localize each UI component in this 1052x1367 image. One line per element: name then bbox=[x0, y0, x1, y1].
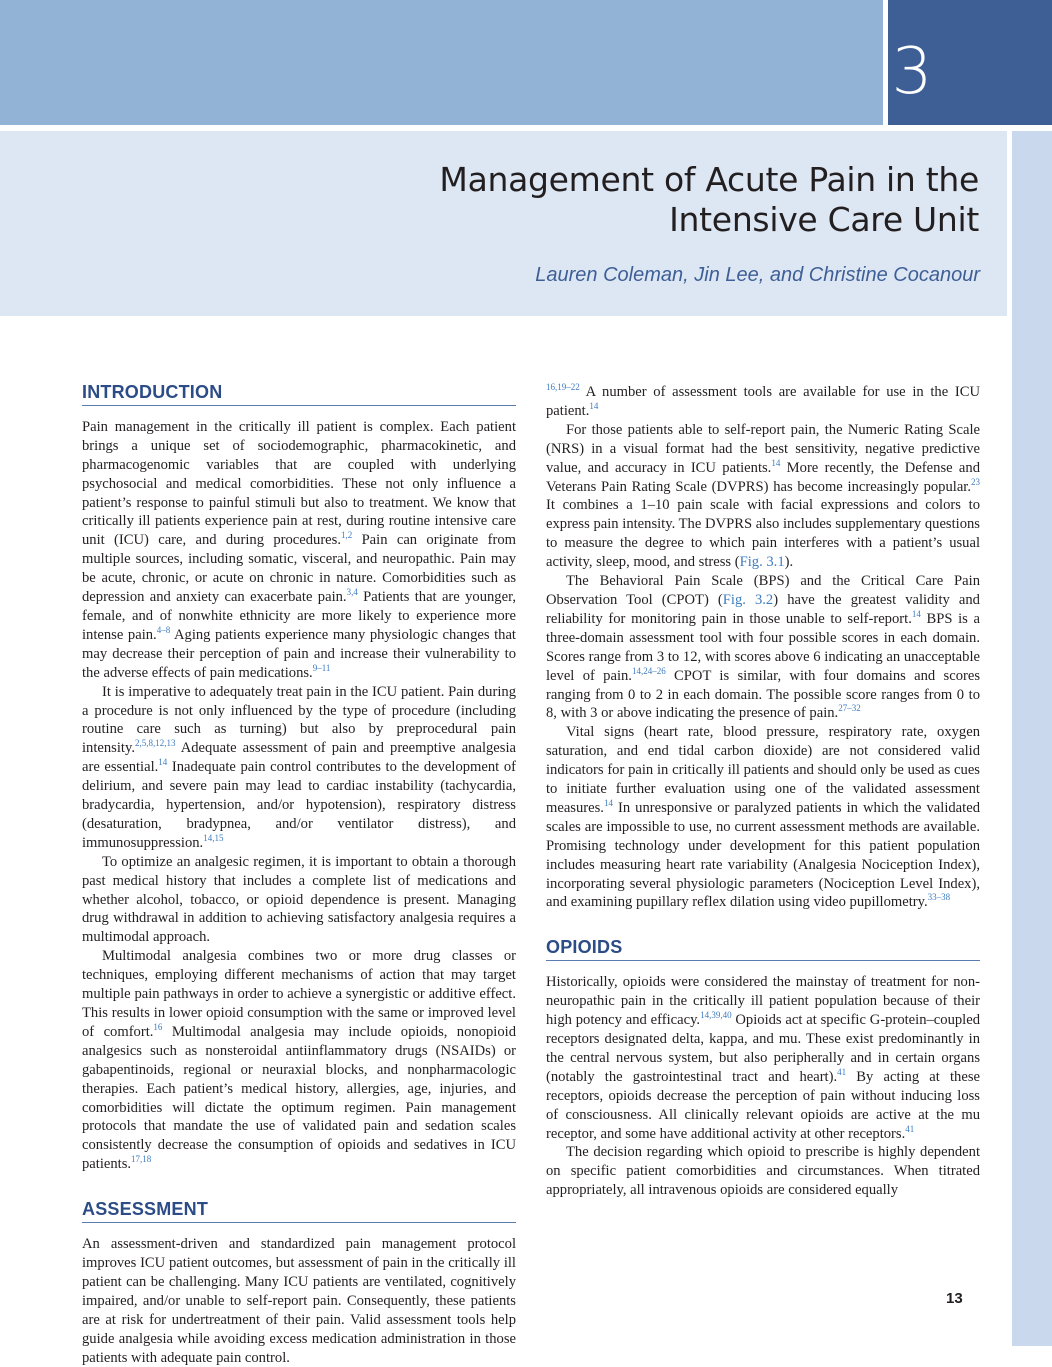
reference-citation[interactable]: 27–32 bbox=[838, 703, 861, 714]
reference-citation[interactable]: 2,5,8,12,13 bbox=[134, 738, 176, 749]
header-color-band bbox=[0, 0, 883, 125]
reference-citation[interactable]: 4–8 bbox=[156, 624, 171, 635]
assessment-paragraph-4: Vital signs (heart rate, blood pressure, respiratory rate, oxygen saturation, and end tidal carbon dioxide) are not considered valid indicators for pain in critically ill patients and should only be used as cues to initiate further evaluation using one of the validated assessment measures.$^{14}$ In unresponsive or paralyzed patients in which the validated scales are impossible to use, no current assessment methods are available. Promising technology under development for this patient population includes measuring heart rate variability (Analgesia Nociception Index), incorporating several physiologic parameters (Nociception Level Index), and examining pupillary reflex dilation using video pupillometry.$^{33-38}$ bbox=[546, 724, 980, 911]
page-number: 13 bbox=[946, 1290, 963, 1307]
figure-link[interactable]: Fig. 3.1 bbox=[739, 554, 785, 571]
reference-citation[interactable]: 1,2 bbox=[340, 530, 353, 541]
reference-citation[interactable]: 41 bbox=[837, 1066, 847, 1077]
figure-link[interactable]: Fig. 3.2 bbox=[722, 591, 774, 608]
reference-citation[interactable]: 3,4 bbox=[346, 587, 358, 598]
introduction-paragraph-4: Multimodal analgesia combines two or more drug classes or techniques, employing different mechanisms of action that may target multiple pain pathways in order to achieve a synergistic or additive effect. This results in lower opioid consumption with the same or improved level of comfort.$^{16}$ Multimodal analgesia may include opioids, nonopioid analgesics such as nonsteroidal antiinflammatory drugs (NSAIDs) or gabapentinoids, regional or neuraxial blocks, and nonpharmacologic therapies. Each patient’s medical history, allergies, age, injuries, and comorbidities will dictate the optimum regimen. Pain management protocols that mandate the use of validated pain and sedation scales consistently decrease the consumption of opioids and sedatives in ICU patients.$^{17,18}$ bbox=[82, 948, 516, 1173]
chapter-title bbox=[439, 160, 979, 240]
reference-citation[interactable]: 14,39,40 bbox=[700, 1010, 732, 1021]
reference-citation[interactable]: 23 bbox=[971, 476, 980, 487]
assessment-paragraph-2: For those patients able to self-report pain, the Numeric Rating Scale (NRS) in a visual format had the best sensitivity, negative predictive value, and accuracy in ICU patients.$^{14}$ More recently, the Defense and Veterans Pain Rating Scale (DVPRS) has become increasingly popular.$^{23}$ It combines a 1–10 pain scale with facial expressions and colors to express pain intensity. The DVPRS also includes supplementary questions to measure the degree to which pain interferes with a patient’s usual activity, sleep, mood, and stress (Fig. 3.1). bbox=[546, 421, 980, 571]
reference-citation[interactable]: 41 bbox=[905, 1123, 915, 1134]
reference-citation[interactable]: 14 bbox=[589, 400, 599, 411]
chapter-title-line1: Management of Acute Pain in the bbox=[439, 160, 979, 199]
chapter-number: 3 bbox=[891, 35, 933, 109]
introduction-paragraph-2: It is imperative to adequately treat pain in the ICU patient. Pain during a procedure is not only influenced by the type of procedure (including routine care such as turning) but also by preprocedural pain intensity.$^{2,5,8,12,13}$ Adequate assessment of pain and preemptive analgesia are essential.$^{14}$ Inadequate pain control contributes to the development of delirium, and severe pain may lead to cardiac instability (tachycardia, bradycardia, hypertension, and/or hypotension), respiratory distress (desaturation, bradypnea, and/or ventilator distress), and immunosuppression.$^{14,15}$ bbox=[82, 683, 516, 851]
introduction-paragraph-1: Pain management in the critically ill patient is complex. Each patient brings a unique set of sociodemographic, pharmacokinetic, and pharmacogenomic variables that are coupled with underlying psychosocial and medical comorbidities. These not only influence a patient’s response to painful stimuli but also to treatment. We know that critically ill patients experience pain at rest, during routine intensive care unit (ICU) care, and during procedures.$^{1,2}$ Pain can originate from multiple sources, including somatic, visceral, and neuropathic. Pain may be acute, chronic, or acute on chronic in nature. Comorbidities such as depression and anxiety can exacerbate pain.$^{3,4}$ Patients that are younger, female, and of nonwhite ethnicity are more likely to experience more intense pain.$^{4-8}$ Aging patients experience many physiologic changes that may decrease their perception of pain and increase their vulnerability to the adverse effects of pain medications.$^{9-11}$ bbox=[82, 418, 517, 681]
reference-citation[interactable]: 33–38 bbox=[927, 892, 951, 903]
reference-citation[interactable]: 9–11 bbox=[312, 662, 331, 673]
reference-citation[interactable]: 17,18 bbox=[131, 1154, 152, 1165]
section-heading-assessment: ASSESSMENT bbox=[82, 1200, 516, 1223]
section-heading-opioids: OPIOIDS bbox=[546, 938, 980, 961]
chapter-authors: Lauren Coleman, Jin Lee, and Christine Cocanour bbox=[535, 264, 980, 286]
reference-citation[interactable]: 16 bbox=[153, 1021, 163, 1032]
chapter-title-line2: Intensive Care Unit bbox=[669, 200, 979, 239]
left-column bbox=[82, 383, 516, 1367]
introduction-paragraph-3: To optimize an analgesic regimen, it is important to obtain a thorough past medical history that includes a complete list of medications and whether alcohol, tobacco, or opioid dependence is present. Managing drug withdrawal in addition to achieving satisfactory analgesia requires a multimodal approach. bbox=[82, 853, 516, 946]
assessment-paragraph-1-start: An assessment-driven and standardized pain management protocol improves ICU patient outcomes, but assessment of pain in the critically ill patient can be challenging. Many ICU patients are ventilated, cognitively impaired, and/or unable to self-report pain. Consequently, these patients are at risk for undertreatment of their pain. Valid assessment tools help guide analgesia while avoiding excess medication administration in those patients with adequate pain control. bbox=[82, 1236, 516, 1366]
reference-citation[interactable]: 14,24–26 bbox=[631, 665, 666, 676]
right-column bbox=[546, 383, 980, 1200]
reference-citation[interactable]: 16,19–22 bbox=[546, 382, 580, 392]
assessment-paragraph-3: The Behavioral Pain Scale (BPS) and the Critical Care Pain Observation Tool (CPOT) (Fig. 3.2) have the greatest validity and reliability for monitoring pain in those unable to self-report.$^{14}$ BPS is a three-domain assessment tool with four possible scores in each domain. Scores range from 3 to 12, with scores above 6 indicating an unacceptable level of pain.$^{14,24-26}$ CPOT is similar, with four domains and scores ranging from 0 to 2 in each domain. The possible score ranges from 0 to 8, with 3 or above indicating the presence of pain.$^{27-32}$ bbox=[546, 573, 981, 722]
assessment-paragraph-1-end: $^{16,19-22}$ A number of assessment tools are available for use in the ICU patient.$^{14}$ bbox=[546, 382, 980, 419]
reference-citation[interactable]: 14 bbox=[158, 757, 168, 768]
opioids-paragraph-2: The decision regarding which opioid to prescribe is highly dependent on specific patient comorbidities and circumstances. When titrated appropriately, all intravenous opioids are considered equally bbox=[546, 1144, 980, 1199]
opioids-paragraph-1: Historically, opioids were considered the mainstay of treatment for non-neuropathic pain in the critically ill patient population because of their high potency and efficacy.$^{14,39,40}$ Opioids act at specific G-protein–coupled receptors designated delta, kappa, and mu. These exist predominantly in the central nervous system, but also peripherally and in certain organs (notably the gastrointestinal tract and heart).$^{41}$ By acting at these receptors, opioids decrease the perception of pain without inducing loss of consciousness. All clinically relevant opioids are active at the mu receptor, and some have additional activity at other receptors.$^{41}$ bbox=[546, 974, 981, 1142]
reference-citation[interactable]: 14,15 bbox=[203, 832, 224, 843]
side-strip bbox=[1012, 131, 1052, 1346]
chapter-number-box bbox=[888, 0, 1052, 125]
reference-citation[interactable]: 14 bbox=[911, 608, 921, 619]
reference-citation[interactable]: 14 bbox=[603, 797, 613, 808]
section-heading-introduction: INTRODUCTION bbox=[82, 383, 516, 406]
reference-citation[interactable]: 14 bbox=[771, 457, 781, 468]
